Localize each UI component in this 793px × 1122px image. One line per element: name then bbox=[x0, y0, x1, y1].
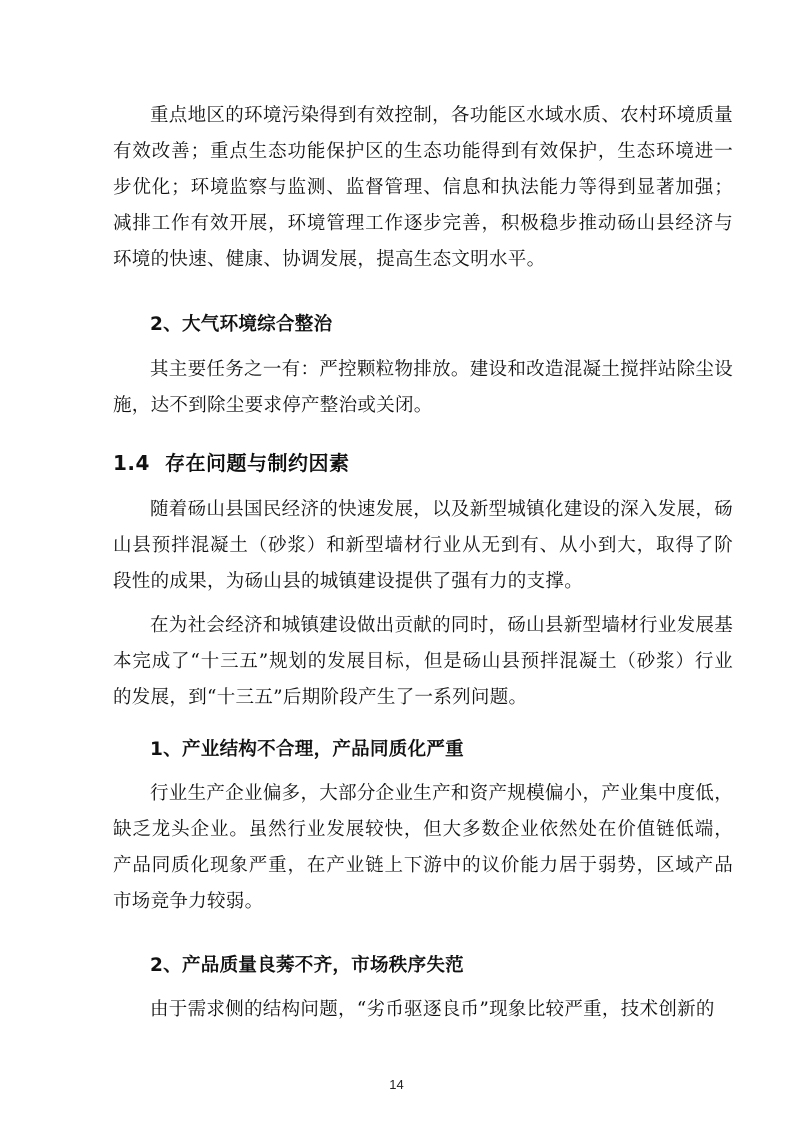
subheading-product-quality: 2、产品质量良莠不齐，市场秩序失范 bbox=[150, 955, 464, 976]
page-number: 14 bbox=[389, 1077, 404, 1092]
subheading-air-environment: 2、大气环境综合整治 bbox=[150, 314, 333, 335]
paragraph-air-tasks: 其主要任务之一有：严控颗粒物排放。建设和改造混凝土搅拌站除尘设施，达不到除尘要求停产整治或关闭。 bbox=[113, 359, 733, 416]
paragraph-industry-structure: 行业生产企业偏多，大部分企业生产和资产规模偏小，产业集中度低，缺乏龙头企业。虽然行业发展较快，但大多数企业依然处在价值链低端，产品同质化现象严重，在产业链上下游中的议价能力居于弱势，区域产品市场竞争力较弱。 bbox=[113, 783, 733, 912]
paragraph-environment-goals: 重点地区的环境污染得到有效控制，各功能区水域水质、农村环境质量有效改善；重点生态功能保护区的生态功能得到有效保护，生态环境进一步优化；环境监察与监测、监督管理、信息和执法能力等得到显著加强；减排工作有效开展，环境管理工作逐步完善，积极稳步推动砀山县经济与环境的快速、健康、协调发展，提高生态文明水平。 bbox=[113, 105, 733, 270]
paragraph-development: 随着砀山县国民经济的快速发展，以及新型城镇化建设的深入发展，砀山县预拌混凝土（砂浆）和新型墙材行业从无到有、从小到大，取得了阶段性的成果，为砀山县的城镇建设提供了强有力的支撑。 bbox=[113, 499, 733, 592]
subheading-industry-structure: 1、产业结构不合理，产品同质化严重 bbox=[150, 739, 464, 760]
paragraph-problems-intro: 在为社会经济和城镇建设做出贡献的同时，砀山县新型墙材行业发展基本完成了“十三五”规划的发展目标，但是砀山县预拌混凝土（砂浆）行业的发展，到“十三五”后期阶段产生了一系列问题。 bbox=[113, 615, 733, 708]
section-number: 1.4 bbox=[113, 451, 150, 475]
section-heading bbox=[113, 450, 350, 476]
paragraph-product-quality: 由于需求侧的结构问题，“劣币驱逐良币”现象比较严重，技术创新的 bbox=[150, 999, 715, 1020]
section-title: 存在问题与制约因素 bbox=[165, 451, 350, 475]
